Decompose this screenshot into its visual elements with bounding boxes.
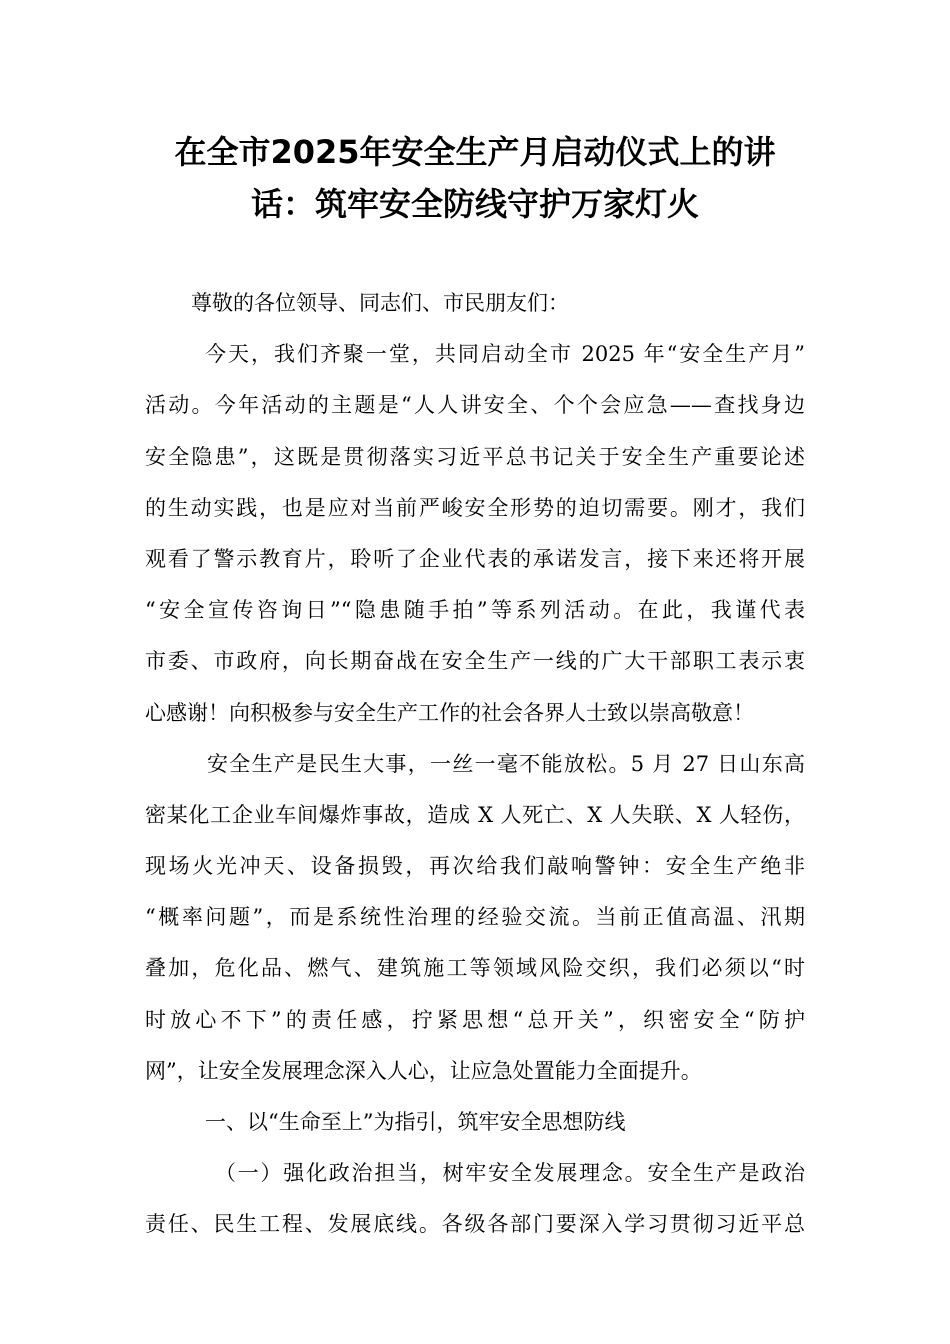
paragraph-line: 的生动实践，也是应对当前严峻安全形势的迫切需要。刚才，我们 [145, 495, 805, 520]
title-line-1: 在全市2025年安全生产月启动仪式上的讲 [174, 133, 776, 171]
paragraph-line: 时放心不下”的责任感，拧紧思想“总开关”，织密安全“防护 [145, 1007, 805, 1032]
paragraph-line: “概率问题”，而是系统性治理的经验交流。当前正值高温、汛期 [145, 905, 805, 930]
paragraph-line: 安全隐患”，这既是贯彻落实习近平总书记关于安全生产重要论述 [145, 444, 805, 469]
document-body [145, 278, 805, 1251]
paragraph-line: 活动。今年活动的主题是“人人讲安全、个个会应急——查找身边 [145, 393, 805, 418]
paragraph-line: 心感谢！向积极参与安全生产工作的社会各界人士致以崇高敬意！ [145, 700, 754, 725]
salutation: 尊敬的各位领导、同志们、市民朋友们： [191, 291, 569, 315]
section-heading: 一、以“生命至上”为指引，筑牢安全思想防线 [205, 1110, 626, 1134]
paragraph-line: 叠加，危化品、燃气、建筑施工等领域风险交织，我们必须以“时 [145, 956, 805, 981]
paragraph-line: 密某化工企业车间爆炸事故，造成 X 人死亡、X 人失联、X 人轻伤， [145, 802, 805, 827]
paragraph-line: 观看了警示教育片，聆听了企业代表的承诺发言，接下来还将开展 [145, 546, 805, 571]
paragraph-line: “安全宣传咨询日”“隐患随手拍”等系列活动。在此，我谨代表 [145, 598, 805, 623]
paragraph-line: 市委、市政府，向长期奋战在安全生产一线的广大干部职工表示衷 [145, 649, 805, 674]
title-line-2: 话：筑牢安全防线守护万家灯火 [250, 185, 699, 223]
paragraph-line: 网”，让安全发展理念深入人心，让应急处置能力全面提升。 [145, 1058, 702, 1083]
paragraph-line: 责任、民生工程、发展底线。各级各部门要深入学习贯彻习近平总 [145, 1212, 805, 1237]
paragraph-line: （一）强化政治担当，树牢安全发展理念。安全生产是政治 [215, 1161, 805, 1186]
paragraph-line: 安全生产是民生大事，一丝一毫不能放松。5 月 27 日山东高 [207, 751, 805, 776]
paragraph-line: 现场火光冲天、设备损毁，再次给我们敲响警钟：安全生产绝非 [145, 854, 805, 879]
document-title [140, 126, 810, 230]
paragraph-line: 今天，我们齐聚一堂，共同启动全市 2025 年“安全生产月” [205, 342, 805, 367]
